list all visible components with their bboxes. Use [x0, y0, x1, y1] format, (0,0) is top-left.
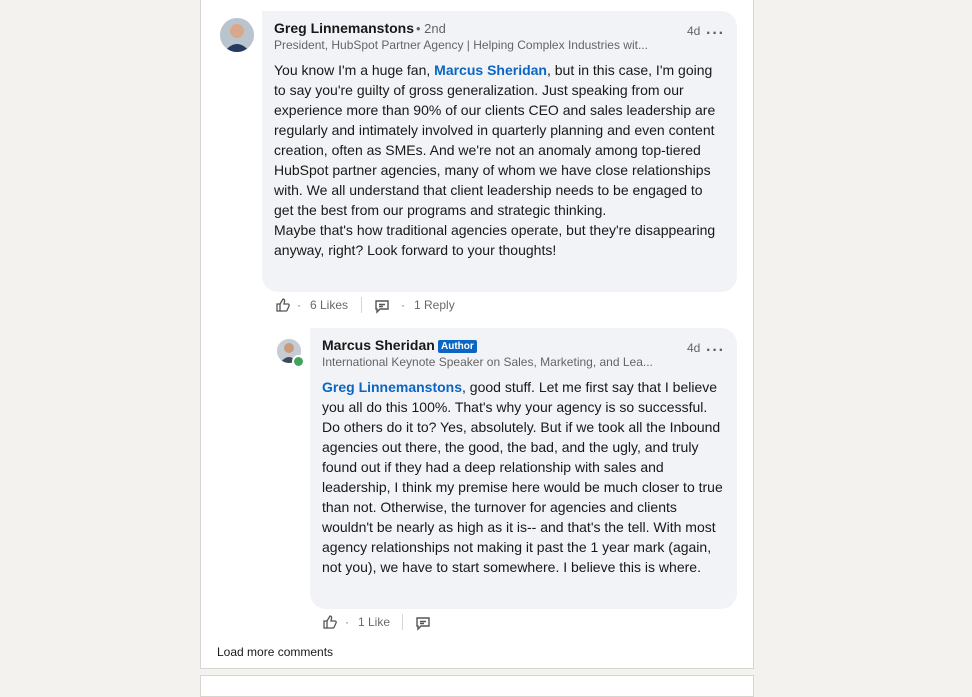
- mention-link[interactable]: Marcus Sheridan: [434, 62, 547, 78]
- comment-author-name[interactable]: Greg Linnemanstons: [274, 20, 415, 36]
- like-icon[interactable]: [322, 614, 338, 630]
- author-headline: President, HubSpot Partner Agency | Helping Complex Industries wit...: [274, 38, 648, 52]
- comment-text-after: , but in this case, I'm going to say you're guilty of gross generalization. Just speaking from our experience more than 90% of our clients CEO and sales leadership are regularly and intimately involved in quarterly planning and even content creation, often as SMEs. And we're not an anomaly among top-tiered HubSpot partner agencies, many of whom we have close relationships with. We all understand that client leadership needs to be engaged to get the best from our programs and strategic thinking. Maybe that's how traditional agencies operate, but they're disappearing anyway, right? Look forward to your thoughts!: [274, 62, 716, 258]
- comment-time: 4d: [687, 24, 701, 38]
- load-more-comments-button[interactable]: Load more comments: [217, 645, 334, 659]
- separator-dot: ·: [297, 298, 301, 312]
- reply-text: [322, 377, 727, 577]
- comment-icon[interactable]: [415, 615, 431, 631]
- likes-count[interactable]: 1 Like: [358, 615, 391, 629]
- action-divider: [402, 614, 403, 630]
- reply-time: 4d: [687, 341, 701, 355]
- avatar-greg[interactable]: [220, 18, 254, 52]
- action-divider: [361, 297, 362, 313]
- likes-count[interactable]: 6 Likes: [310, 298, 349, 312]
- reply-author-name[interactable]: Marcus Sheridan: [322, 337, 435, 353]
- author-headline: International Keynote Speaker on Sales, Marketing, and Lea...: [322, 355, 653, 369]
- like-icon[interactable]: [275, 297, 291, 313]
- comment-icon[interactable]: [374, 298, 390, 314]
- separator-dot: ·: [401, 298, 405, 312]
- comments-card: [200, 0, 754, 669]
- comment-text: [274, 60, 724, 260]
- comment-text-before: You know I'm a huge fan,: [274, 62, 435, 78]
- more-options-icon[interactable]: ···: [706, 342, 725, 359]
- separator-dot: ·: [345, 615, 349, 629]
- more-options-icon[interactable]: ···: [706, 25, 725, 42]
- connection-degree: • 2nd: [416, 21, 446, 36]
- author-badge: Author: [438, 340, 477, 353]
- online-status-indicator: [292, 355, 305, 368]
- reply-text-after: , good stuff. Let me first say that I believe you all do this 100%. That's why your agency is so successful. Do others do it to? Yes, absolutely. But if we took all the Inbound agencies out there, the good, the bad, and the ugly, and truly found out if they had a deep relationship with sales and leadership, I think my premise here would be much closer to true than not. Otherwise, the turnover for agencies and clients wouldn't be nearly as high as it is-- and that's the tell. With most agency relationships not making it past the 1 year mark (again, not you), we have to start somewhere. I believe this is where.: [322, 379, 723, 575]
- replies-count[interactable]: 1 Reply: [414, 298, 455, 312]
- mention-link[interactable]: Greg Linnemanstons: [322, 379, 463, 395]
- next-post-card: [200, 675, 754, 697]
